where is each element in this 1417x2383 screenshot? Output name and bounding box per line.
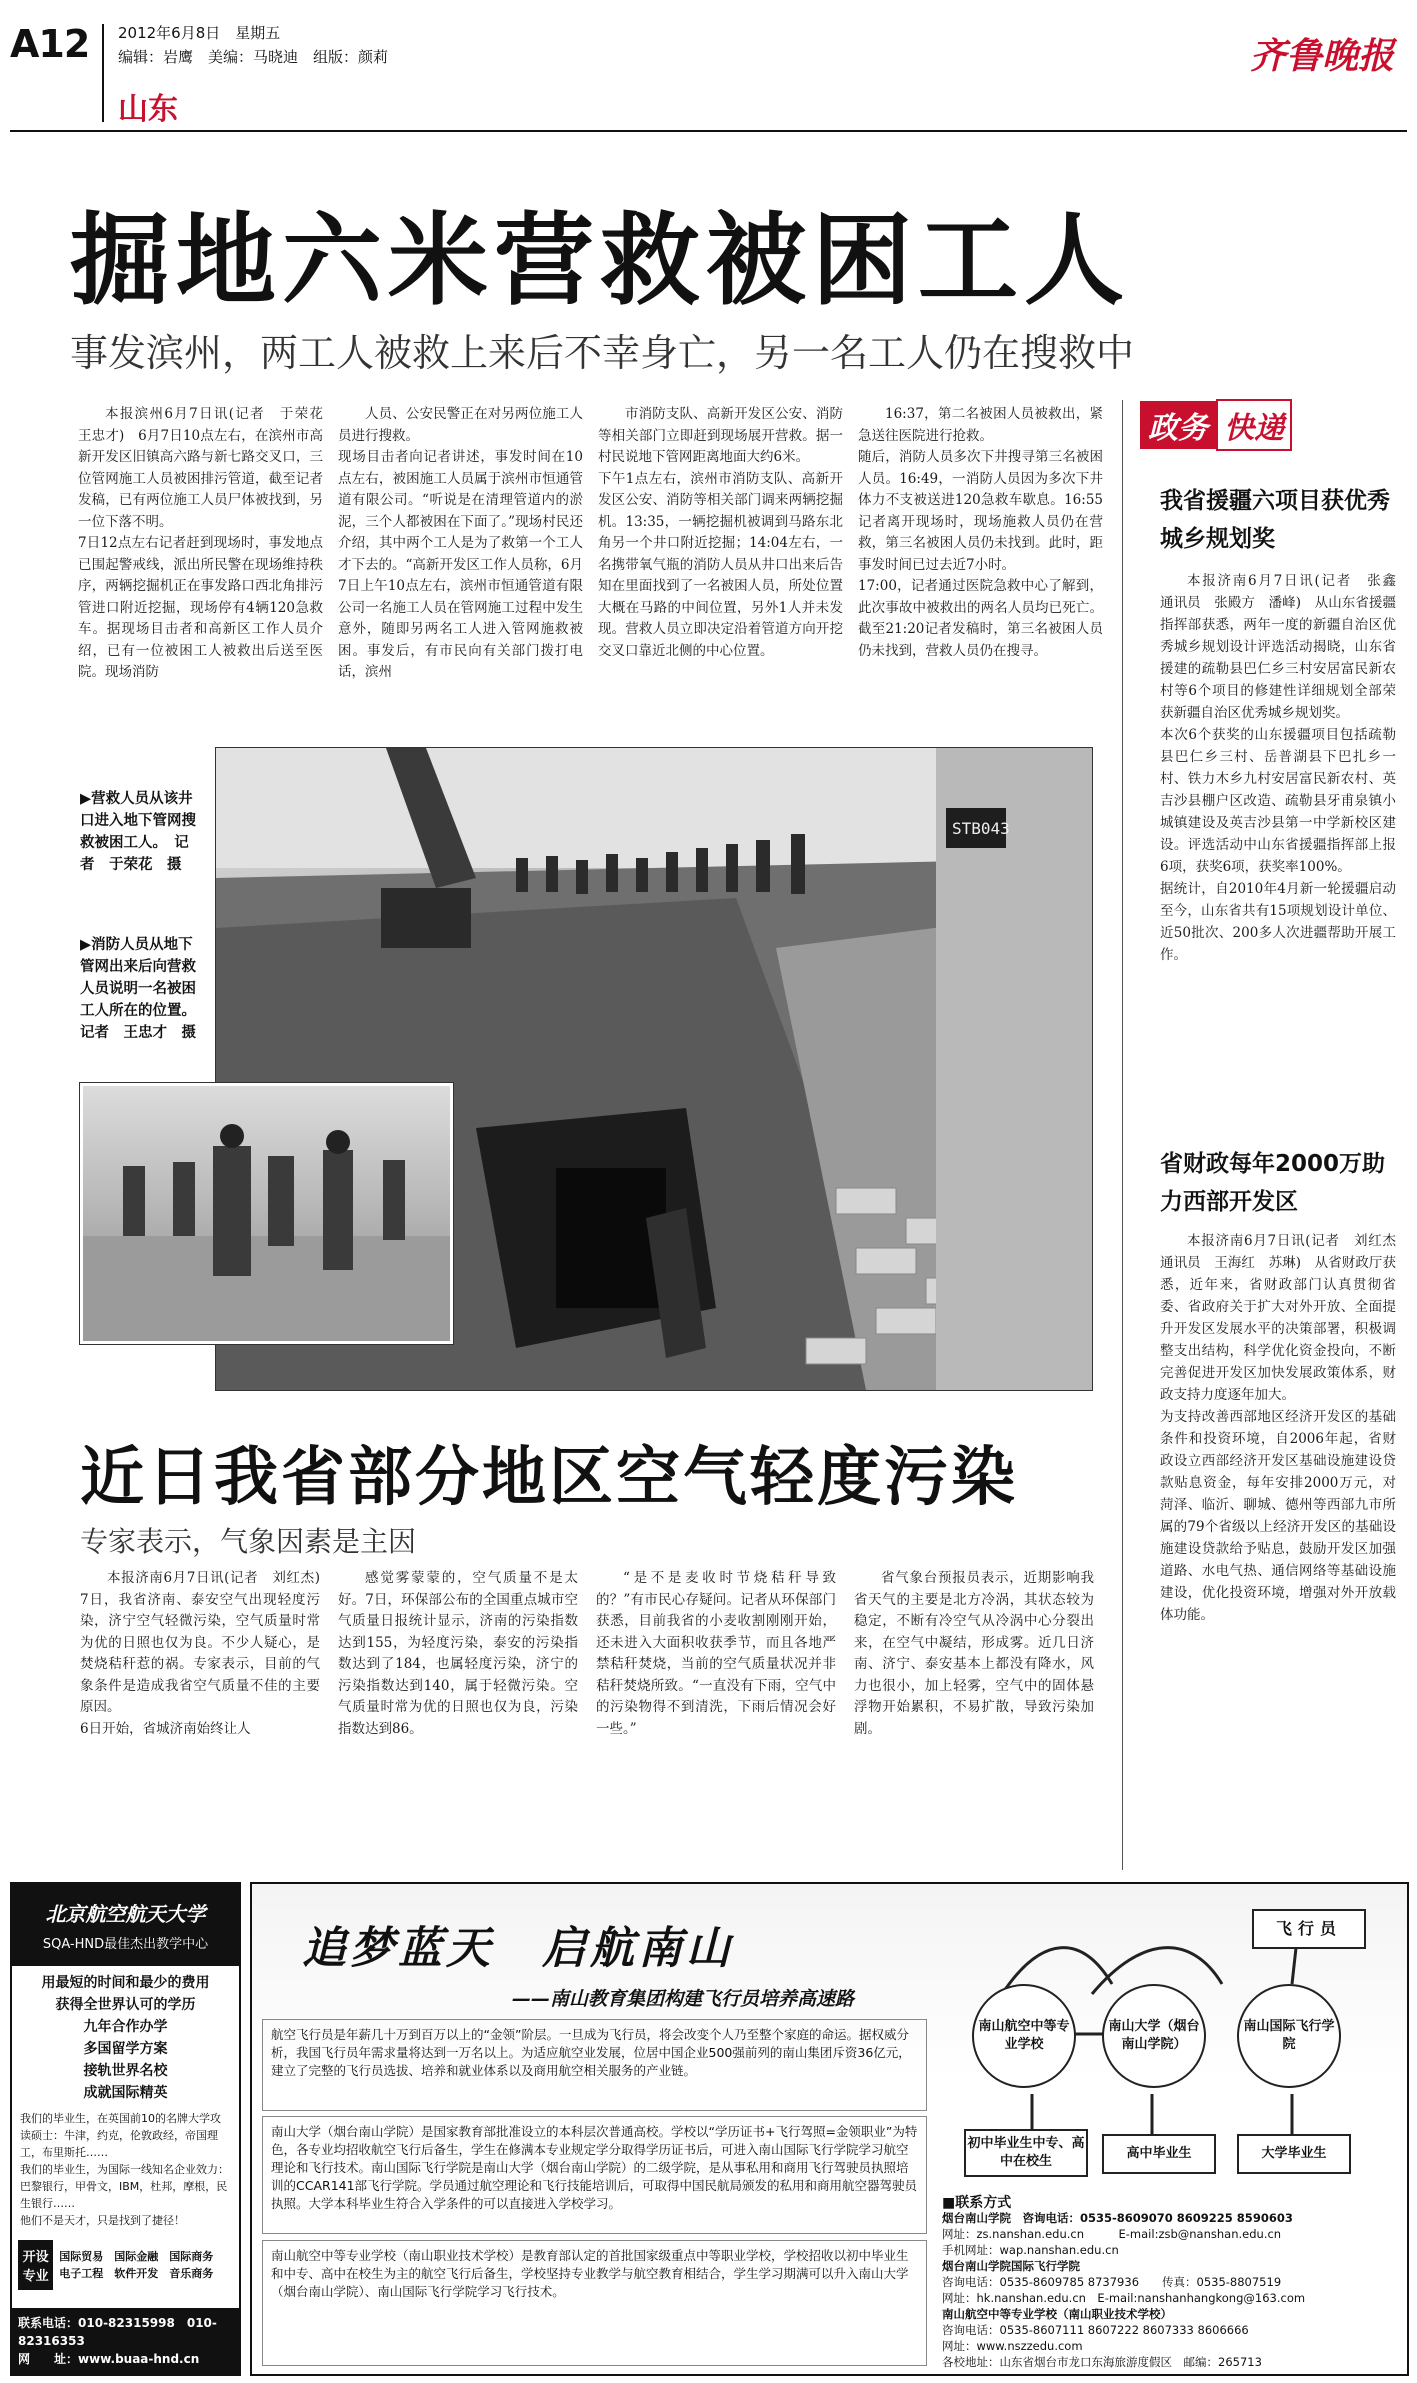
- buaa-contact: [12, 2308, 239, 2374]
- nanshan-source1: 初中毕业生中专、高中在校生: [964, 2129, 1088, 2177]
- story2-col2: [338, 1568, 578, 1864]
- contact-line-1: 烟台南山学院 咨询电话：0535-8609070 8609225 8590603: [942, 2211, 1293, 2225]
- nanshan-school1: 南山航空中等专业学校: [972, 1984, 1076, 2088]
- nanshan-school3: 南山国际飞行学院: [1237, 1984, 1341, 2088]
- story2-col1-text: 本报济南6月7日讯(记者 刘红杰) 7日，我省济南、泰安空气出现轻度污染，济宁空气轻微污染，空气质量时常为优的日照也仅为良。不少人疑心，是焚烧秸秆惹的祸。专家表示，目前的气象条件是造成我省空气质量不佳的主要原因。 6日开始，省城济南始终让人: [80, 1570, 320, 1737]
- firefighter-inset-photo: [80, 1083, 453, 1344]
- vest-number: STB043: [952, 819, 1010, 838]
- photo-caption-1: ▶营救人员从该井口进入地下管网搜救被困工人。 记者 于荣花 摄: [80, 791, 196, 873]
- buaa-line-5: 接轨世界名校: [83, 2063, 168, 2079]
- buaa-phones: 010-82315998 010-82316353: [18, 2316, 217, 2348]
- sidebar-news1-text: 本报济南6月7日讯(记者 张鑫 通讯员 张殿方 潘峰) 从山东省援疆指挥部获悉，两年一度的新疆自治区优秀城乡规划设计评选活动揭晓，山东省援建的疏勒县巴仁乡三村安居富民新农村等6个项目的修建性详细规划全部荣获新疆自治区优秀城乡规划奖。 本次6个获奖的山东援疆项目包括疏勒县巴仁乡三村、岳普湖县下巴扎乡一村、铁力木乡九村安居富民新农村、英吉沙县棚户区改造、疏勒县牙甫泉镇小城镇建设及英吉沙县第一中学新校区建设。评选活动中山东省援疆指挥部上报6项，获奖6项，获奖率100%。 据统计，自2010年4月新一轮援疆启动至今，山东省共有15项规划设计单位、近50批次、200多人次进疆帮助开展工作。: [1160, 573, 1396, 963]
- story2-subhead: 专家表示，气象因素是主因: [80, 1525, 417, 1558]
- nanshan-para3: 南山航空中等专业学校（南山职业技术学校）是教育部认定的首批国家级重点中等职业学校，学校招收以初中毕业生和中专、高中在校生为主的航空飞行后备生，学校坚持专业教学与航空教育相结合，学生学习期满可以升入南山大学（烟台南山学院）、南山国际飞行学院学习飞行技术。: [262, 2240, 927, 2366]
- story1-col2: [338, 404, 583, 766]
- masthead-logo: 齐鲁晚报: [1250, 35, 1395, 77]
- buaa-phone-label: 联系电话：: [18, 2316, 79, 2330]
- contact-line-6: 网址：hk.nanshan.edu.cn E-mail:nanshanhangkong@163.com: [942, 2291, 1306, 2305]
- buaa-school-name: 北京航空航天大学: [45, 1902, 206, 1926]
- sidebar-logo: [1140, 400, 1292, 450]
- buaa-ad-header: [12, 1884, 239, 1966]
- story1-col3-text: 市消防支队、高新开发区公安、消防等相关部门立即赶到现场展开营救。据一村民说地下管网距离地面大约6米。 下午1点左右，滨州市消防支队、高新开发区公安、消防等相关部门调来两辆挖掘机。13:35，一辆挖掘机被调到马路东北角另一个井口附近挖掘；14:04左右，一名携带氧气瓶的消防人员从井口出来后告知在里面找到了一名被困人员，所处位置大概在马路的中间位置，另外1人并未发现。营救人员立即决定沿着管道方向开挖交叉口靠近北侧的中心位置。: [598, 406, 843, 659]
- story1-col2-text: 人员、公安民警正在对另两位施工人员进行搜救。 现场目击者向记者讲述，事发时间在10点左右，被困施工人员属于滨州市恒通管道有限公司。“听说是在清理管道内的淤泥，三个人都被困在下面了。”现场村民还介绍，其中两个工人是为了救第一个工人才下去的。“高新开发区工作人员称，6月7日上午10点左右，滨州市恒通管道有限公司一名施工人员在管网施工过程中发生意外，随即另两名工人进入管网施救被困。事发后，有市民向有关部门拨打电话，滨州: [338, 406, 583, 680]
- issue-date: 2012年6月8日 星期五: [118, 24, 281, 42]
- sidebar-news1-title: 我省援疆六项目获优秀城乡规划奖: [1160, 488, 1390, 552]
- story1-col3: [598, 404, 843, 766]
- contact-line-4: 烟台南山学院国际飞行学院: [942, 2259, 1080, 2273]
- contact-line-10: 各校地址：山东省烟台市龙口东海旅游度假区 邮编：265713: [942, 2355, 1262, 2369]
- sidebar-logo-b: 快递: [1216, 399, 1292, 451]
- story2-col3: [596, 1568, 836, 1864]
- sidebar-news2-text: 本报济南6月7日讯(记者 刘红杰 通讯员 王海红 苏琳) 从省财政厅获悉，近年来，省财政部门认真贯彻省委、省政府关于扩大对外开放、全面提升开发区发展水平的决策部署，积极调整支出结构，科学优化资金投向，不断完善促进开发区加快发展政策体系，财政支持力度逐年加大。 为支持改善西部地区经济开发区的基础条件和投资环境，自2006年起，省财政设立西部经济开发区基础设施建设贷款贴息资金，每年安排2000万元，对菏泽、临沂、聊城、德州等西部九市所属的79个省级以上经济开发区的基础设施建设贷款给予贴息，鼓励开发区加强道路、水电气热、通信网络等基础设施建设，优化投资环境，增强对外开放载体功能。: [1160, 1233, 1396, 1623]
- nanshan-ad: [250, 1882, 1409, 2376]
- nanshan-pilot: 飞行员: [1252, 1909, 1366, 1949]
- nanshan-intro: 航空飞行员是年薪几十万到百万以上的“金领”阶层。一旦成为飞行员，将会改变个人乃至整个家庭的命运。据权威分析，我国飞行员年需求量将达到一万名以上。为适应航空业发展，位居中国企业500强前列的南山集团斥资36亿元，建立了完整的飞行员选拔、培养和就业体系以及商用航空相关服务的产业链。: [262, 2019, 927, 2111]
- nanshan-source2: 高中毕业生: [1102, 2134, 1216, 2174]
- contact-line-5: 咨询电话：0535-8609785 8737936 传真：0535-8807519: [942, 2275, 1282, 2289]
- sidebar-logo-a: 政务: [1140, 401, 1216, 449]
- story1-col4-text: 16:37，第二名被困人员被救出，紧急送往医院进行抢救。 随后，消防人员多次下井搜寻第三名被困人员。16:49，一消防人员因为多次下井体力不支被送进120急救车歇息。16:55记者离开现场时，现场施救人员仍在营救，第三名被困人员仍未找到。此时，距事发时间已过去近7小时。 17:00，记者通过医院急救中心了解到，此次事故中被救出的两名人员均已死亡。截至21:20记者发稿时，第三名被困人员仍未找到，营救人员仍在搜寻。: [858, 406, 1103, 659]
- page-number: A12: [10, 22, 90, 66]
- contact-line-8: 咨询电话：0535-8607111 8607222 8607333 8606666: [942, 2323, 1249, 2337]
- buaa-body: 我们的毕业生，在英国前10的名牌大学攻读硕士：牛津，约克，伦敦政经，帝国理工，布里斯托…… 我们的毕业生，为国际一线知名企业效力：巴黎银行，甲骨文，IBM，杜邦，摩根，民生银行…… 他们不是天才，只是找到了捷径！: [20, 2112, 229, 2227]
- buaa-line-1: 用最短的时间和最少的费用: [41, 1975, 210, 1991]
- story2-col3-text: “是不是麦收时节烧秸秆导致的？”有市民心存疑问。记者从环保部门获悉，目前我省的小麦收割刚刚开始，还未进入大面积收获季节，而且各地严禁秸秆焚烧，当前的空气质量状况并非秸秆焚烧所致。“一直没有下雨，空气中的污染物得不到清洗，下雨后情况会好一些。”: [596, 1570, 836, 1737]
- buaa-line-3: 九年合作办学: [83, 2019, 168, 2035]
- story1-col1: [78, 404, 323, 766]
- contact-line-7: 南山航空中等专业学校（南山职业技术学校）: [942, 2307, 1172, 2321]
- sidebar-news1-body: [1160, 570, 1396, 1130]
- nanshan-school2: 南山大学（烟台南山学院）: [1102, 1984, 1206, 2088]
- contact-line-2: 网址：zs.nanshan.edu.cn E-mail:zsb@nanshan.edu.cn: [942, 2227, 1282, 2241]
- firefighter-scene: [83, 1086, 450, 1341]
- sidebar-divider: [1122, 400, 1123, 1870]
- buaa-highlights: [12, 1966, 239, 2110]
- buaa-line-2: 获得全世界认可的学历: [55, 1997, 196, 2013]
- story1-col4: [858, 404, 1103, 766]
- story1-col1-text: 本报滨州6月7日讯(记者 于荣花 王忠才) 6月7日10点左右，在滨州市高新开发区旧镇高六路与新七路交叉口，三位管网施工人员被困排污管道，截至记者发稿，已有两位施工人员尸体被找到，另一位下落不明。 7日12点左右记者赶到现场时，事发地点已围起警戒线，派出所民警在现场维持秩序，两辆挖掘机正在事发路口西北角排污管进口附近挖掘，现场停有4辆120急救车。据现场目击者和高新区工作人员介绍，已有一位被困工人被救出后送至医院。现场消防: [78, 406, 323, 680]
- editors-line: 编辑：岩鹰 美编：马晓迪 组版：颜莉: [118, 48, 389, 66]
- nanshan-contact-title: ■联系方式: [942, 2195, 1012, 2211]
- story2-col2-text: 感觉雾蒙蒙的，空气质量不是太好。7日，环保部公布的全国重点城市空气质量日报统计显示，济南的污染指数达到155，为轻度污染，泰安的污染指数达到了184，也属轻度污染，济宁的污染指数达到140，属于轻微污染。空气质量时常为优的日照也仅为良，污染指数达到86。: [338, 1570, 578, 1737]
- sidebar-news2-title: 省财政每年2000万助力西部开发区: [1160, 1151, 1386, 1215]
- header-divider-vertical: [102, 24, 104, 122]
- story1-subhead: 事发滨州，两工人被救上来后不幸身亡，另一名工人仍在搜救中: [70, 331, 1135, 375]
- buaa-line-4: 多国留学方案: [83, 2041, 168, 2057]
- story2-col4: [854, 1568, 1094, 1864]
- contact-line-3: 手机网址：wap.nanshan.edu.cn: [942, 2243, 1119, 2257]
- story2-col1: [80, 1568, 320, 1864]
- buaa-site: www.buaa-hnd.cn: [78, 2352, 200, 2366]
- story2-col4-text: 省气象台预报员表示，近期影响我省天气的主要是北方冷涡，其状态较为稳定，不断有冷空气从冷涡中心分裂出来，在空气中凝结，形成雾。近几日济南、济宁、泰安基本上都没有降水，风力也很小，加上轻雾，空气中的固体悬浮物开始累积，不易扩散，导致污染加剧。: [854, 1570, 1094, 1737]
- story2-headline: 近日我省部分地区空气轻度污染: [80, 1441, 1018, 1515]
- nanshan-contacts: [942, 2210, 1402, 2370]
- nanshan-source3: 大学毕业生: [1237, 2134, 1351, 2174]
- photo-caption-2: ▶消防人员从地下管网出来后向营救人员说明一名被困工人所在的位置。 记者 王忠才 摄: [80, 937, 204, 1041]
- buaa-majors: [12, 2236, 239, 2294]
- buaa-line-6: 成就国际精英: [83, 2085, 168, 2101]
- buaa-ad: [10, 1882, 241, 2376]
- nanshan-slogan: 追梦蓝天 启航南山: [302, 1923, 734, 1974]
- section-label: 山东: [118, 92, 178, 127]
- header-rule: [10, 130, 1407, 132]
- sidebar-news2-body: [1160, 1230, 1396, 1864]
- buaa-site-label: 网 址：: [18, 2352, 79, 2366]
- contact-line-9: 网址：www.nszzedu.com: [942, 2339, 1083, 2353]
- buaa-majors-label: 开设专业: [18, 2240, 53, 2290]
- story1-headline: 掘地六米营救被困工人: [70, 202, 1130, 319]
- buaa-program: SQA-HND最佳杰出教学中心: [42, 1937, 209, 1952]
- nanshan-tagline: ——南山教育集团构建飞行员培养高速路: [512, 1988, 855, 2010]
- nanshan-para2: 南山大学（烟台南山学院）是国家教育部批准设立的本科层次普通高校。学校以“学历证书+飞行驾照=金领职业”为特色，各专业均招收航空飞行后备生，学生在修满本专业规定学分取得学历证书后，可进入南山国际飞行学院学习航空理论和飞行技术。南山国际飞行学院是南山大学（烟台南山学院）的二级学院，是从事私用和商用飞行驾驶员执照培训的CCAR141部飞行学院。学员通过航空理论和飞行技能培训后，可取得中国民航局颁发的私用和商用航空器驾驶员执照。大学本科毕业生符合入学条件的可以直接进入学校学习。: [262, 2116, 927, 2234]
- buaa-majors-list: 国际贸易 国际金融 国际商务 电子工程 软件开发 音乐商务: [59, 2250, 225, 2280]
